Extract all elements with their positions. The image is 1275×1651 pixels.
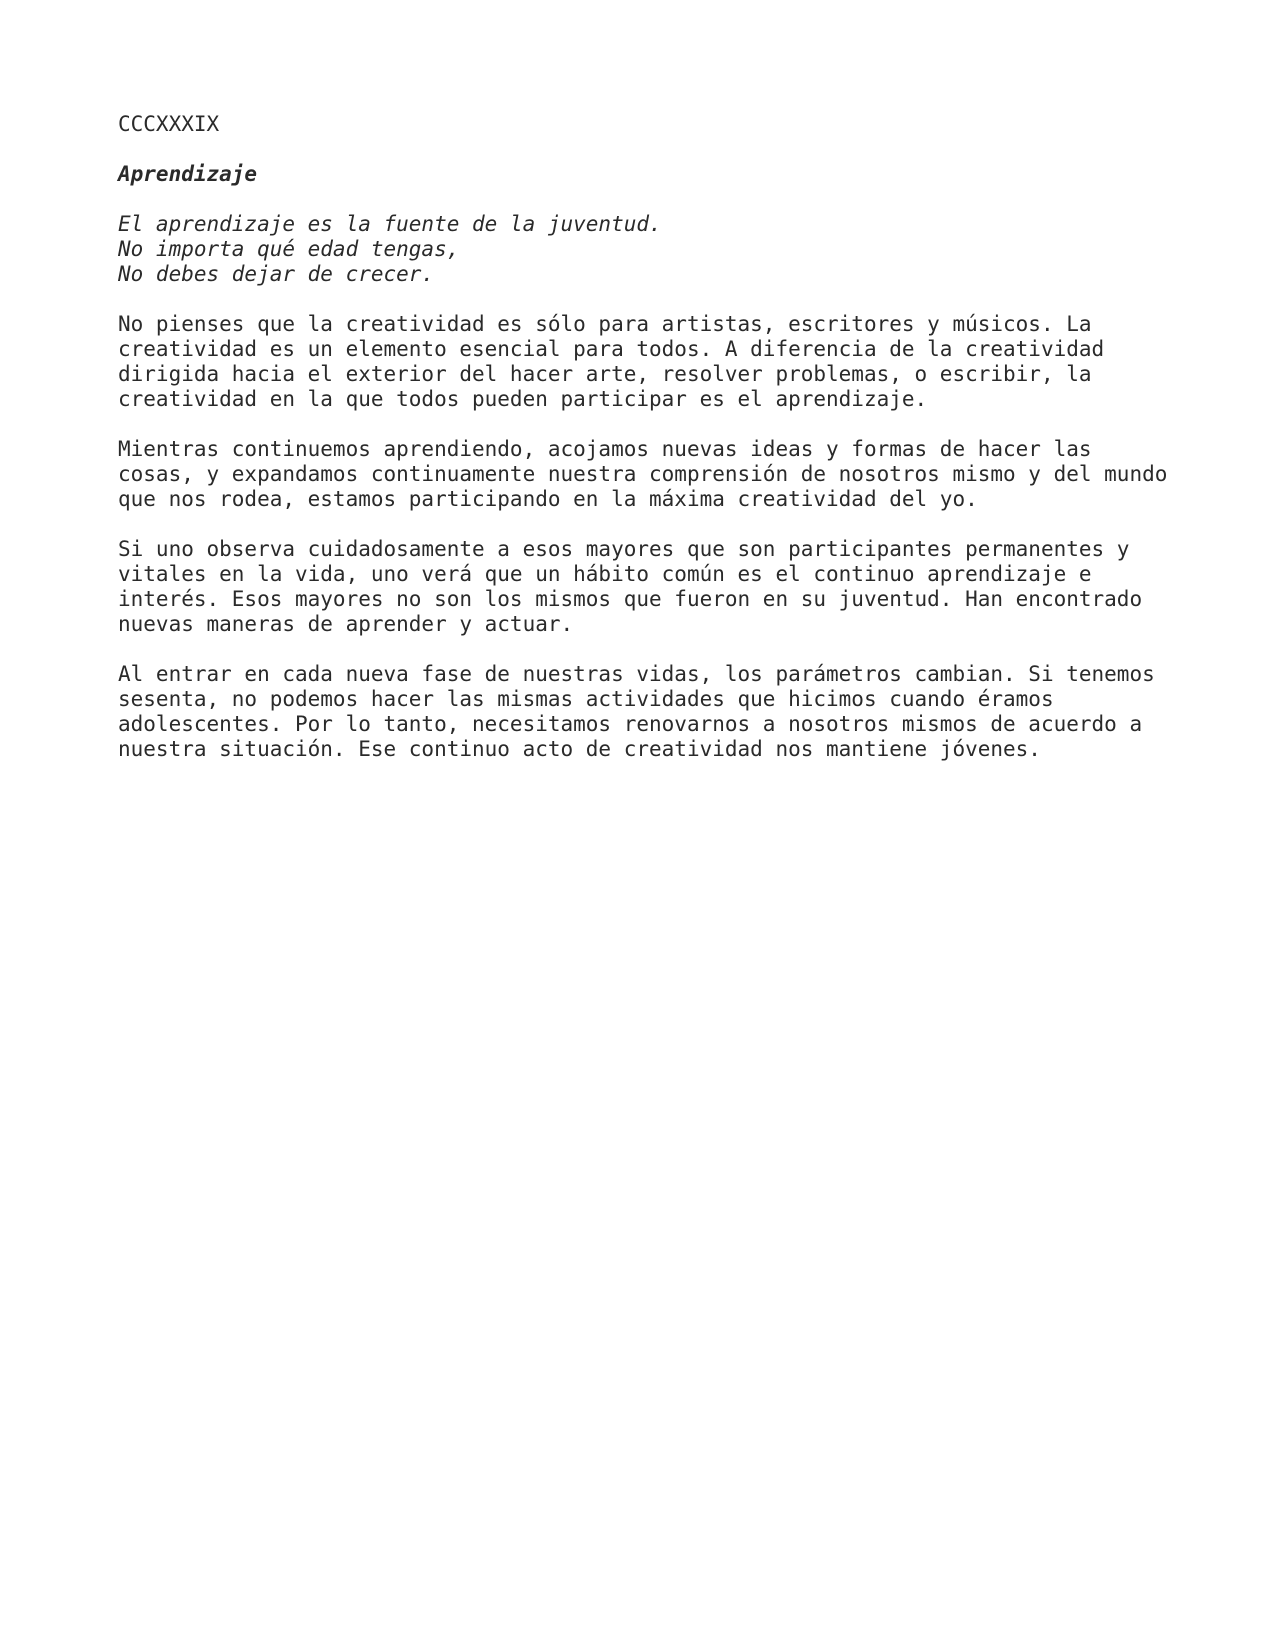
paragraph-line: sesenta, no podemos hacer las mismas actividades que hicimos cuando éramos <box>118 687 1054 711</box>
paragraph-line: Si uno observa cuidadosamente a esos mayores que son participantes permanentes y <box>118 537 1130 561</box>
paragraph-line: nuevas maneras de aprender y actuar. <box>118 612 574 636</box>
paragraph-line: vitales en la vida, uno verá que un hábito común es el continuo aprendizaje e <box>118 562 1092 586</box>
verse-line: No importa qué edad tengas, <box>118 237 460 261</box>
verse-line: No debes dejar de crecer. <box>118 262 435 286</box>
body-paragraph-2 <box>118 437 1178 512</box>
paragraph-line: nuestra situación. Ese continuo acto de creatividad nos mantiene jóvenes. <box>118 737 1041 761</box>
verse-line: El aprendizaje es la fuente de la juventud. <box>118 212 662 236</box>
paragraph-line: No pienses que la creatividad es sólo para artistas, escritores y músicos. La <box>118 312 1092 336</box>
paragraph-line: dirigida hacia el exterior del hacer arte, resolver problemas, o escribir, la <box>118 362 1092 386</box>
paragraph-line: Mientras continuemos aprendiendo, acojamos nuevas ideas y formas de hacer las <box>118 437 1092 461</box>
chapter-title: Aprendizaje <box>118 162 258 186</box>
paragraph-line: que nos rodea, estamos participando en la máxima creatividad del yo. <box>118 487 978 511</box>
paragraph-line: interés. Esos mayores no son los mismos que fueron en su juventud. Han encontrado <box>118 587 1143 611</box>
paragraph-line: creatividad en la que todos pueden participar es el aprendizaje. <box>118 387 928 411</box>
body-paragraph-3 <box>118 537 1178 637</box>
epigraph-verse <box>118 212 1178 287</box>
body-paragraph-1 <box>118 312 1178 412</box>
chapter-numeral: CCCXXXIX <box>118 112 220 136</box>
paragraph-line: creatividad es un elemento esencial para todos. A diferencia de la creatividad <box>118 337 1105 361</box>
body-paragraph-4 <box>118 662 1178 762</box>
paragraph-line: Al entrar en cada nueva fase de nuestras vidas, los parámetros cambian. Si tenemos <box>118 662 1155 686</box>
document-page <box>118 112 1178 787</box>
paragraph-line: adolescentes. Por lo tanto, necesitamos renovarnos a nosotros mismos de acuerdo a <box>118 712 1143 736</box>
paragraph-line: cosas, y expandamos continuamente nuestra comprensión de nosotros mismo y del mundo <box>118 462 1168 486</box>
